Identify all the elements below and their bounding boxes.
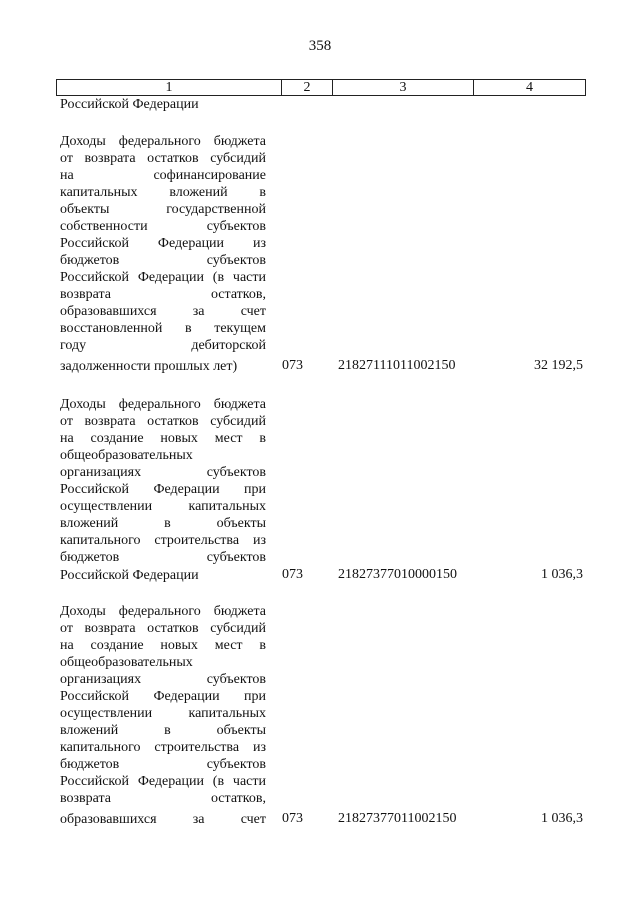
row-amount: 1 036,3	[541, 567, 583, 582]
row-text-line: вложений в объекты	[60, 516, 266, 531]
continuation-text: Российской Федерации	[60, 97, 199, 112]
row-text-line: возврата остатков,	[60, 287, 266, 302]
header-col-1: 1	[165, 80, 173, 95]
row-text-line: вложений в объекты	[60, 723, 266, 738]
row-text-line: восстановленной в текущем	[60, 321, 266, 336]
row-text-line: капитального строительства из	[60, 533, 266, 548]
row-kbk: 21827377011002150	[338, 811, 457, 826]
row-text-line: капитального строительства из	[60, 740, 266, 755]
row-text-line: образовавшихся за счет	[60, 304, 266, 319]
row-code: 073	[282, 567, 303, 582]
row-text-line: задолженности прошлых лет)	[60, 359, 238, 374]
row-text-line: Российской Федерации	[60, 568, 199, 583]
row-text-line: Российской Федерации при	[60, 689, 266, 704]
header-col-4: 4	[526, 80, 533, 95]
row-code: 073	[282, 358, 303, 373]
row-text-line: на софинансирование	[60, 168, 266, 183]
row-text-line: Российской Федерации (в части	[60, 774, 266, 789]
header-col-3: 3	[399, 80, 407, 95]
row-code: 073	[282, 811, 303, 826]
row-text-line: возврата остатков,	[60, 791, 266, 806]
row-kbk: 21827111011002150	[338, 358, 456, 373]
row-text-line: Доходы федерального бюджета	[60, 397, 266, 412]
row-text-line: Российской Федерации при	[60, 482, 266, 497]
row-text-line: бюджетов субъектов	[60, 253, 266, 268]
row-text-line: общеобразовательных	[60, 655, 193, 670]
row-amount: 1 036,3	[541, 811, 583, 826]
row-text-line: от возврата остатков субсидий	[60, 414, 266, 429]
row-text-line: общеобразовательных	[60, 448, 193, 463]
row-text-line: на создание новых мест в	[60, 431, 266, 446]
row-text-line: Российской Федерации (в части	[60, 270, 266, 285]
row-text-line: образовавшихся за счет	[60, 812, 266, 827]
row-text-line: Российской Федерации из	[60, 236, 266, 251]
row-text-line: капитальных вложений в	[60, 185, 266, 200]
page-number: 358	[308, 38, 332, 54]
row-text-line: Доходы федерального бюджета	[60, 604, 266, 619]
row-text-line: году дебиторской	[60, 338, 266, 353]
row-text-line: объекты государственной	[60, 202, 266, 217]
row-kbk: 21827377010000150	[338, 567, 457, 582]
row-text-line: от возврата остатков субсидий	[60, 621, 266, 636]
row-text-line: бюджетов субъектов	[60, 757, 266, 772]
row-text-line: организациях субъектов	[60, 672, 266, 687]
row-text-line: собственности субъектов	[60, 219, 266, 234]
header-col-2: 2	[303, 80, 311, 95]
table-header	[56, 79, 586, 96]
row-text-line: осуществлении капитальных	[60, 706, 266, 721]
row-text-line: Доходы федерального бюджета	[60, 134, 266, 149]
row-text-line: на создание новых мест в	[60, 638, 266, 653]
row-text-line: от возврата остатков субсидий	[60, 151, 266, 166]
row-text-line: бюджетов субъектов	[60, 550, 266, 565]
row-text-line: организациях субъектов	[60, 465, 266, 480]
row-text-line: осуществлении капитальных	[60, 499, 266, 514]
row-amount: 32 192,5	[534, 358, 583, 373]
